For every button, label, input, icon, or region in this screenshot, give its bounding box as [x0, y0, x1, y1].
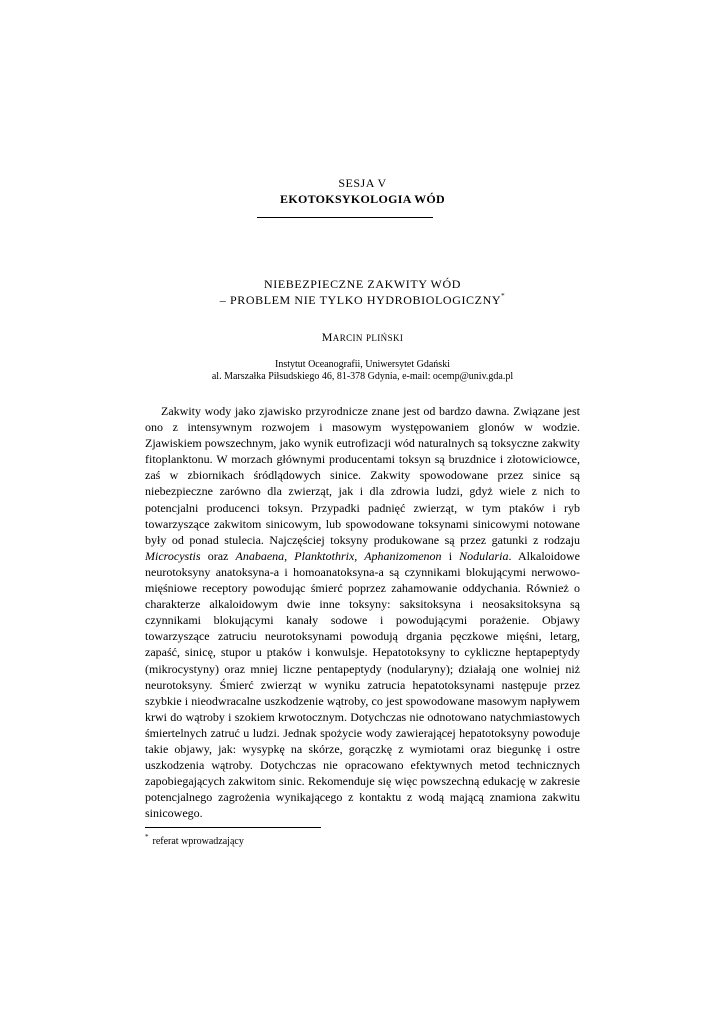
body-text-part-1: Zakwity wody jako zjawisko przyrodnicze znane jest od bardzo dawna. Związane jest ono z intensywnym rozwojem i masowym występowaniem glonów w wodzie. Zjawiskiem powszechnym, jako wynik eutrofizacji wód naturalnych są toksyczne zakwity fitoplanktonu. W morzach głównymi producentami toksyn są bruzdnice i złotowiciowce, zaś w zbiornikach śródlądowych sinice. Zakwity spowodowane przez sinice są niebezpieczne zarówno dla zwierząt, jak i dla zdrowia ludzi, gdyż wiele z nich to potencjalni producenci toksyn. Przypadki padnięć zwierząt, w tym ptaków i ryb towarzyszące zakwitom sinicowym, lub spowodowane toksynami sinicowymi notowane były od ponad stulecia. Najczęściej toksyny produkowane są przez gatunki z rodzaju — [145, 404, 580, 547]
genus-nodularia: Nodularia — [459, 548, 509, 563]
footnote-divider — [145, 827, 321, 828]
author-first-rest: ARCIN — [332, 333, 363, 343]
footnote-marker: * — [145, 833, 149, 841]
session-label: SESJA V — [338, 176, 387, 190]
paper-title-line-2 — [0, 292, 725, 308]
abstract-body — [145, 403, 580, 821]
session-divider — [257, 217, 433, 218]
paper-title-line-2-text: – PROBLEM NIE TYLKO HYDROBIOLOGICZNY — [219, 293, 502, 307]
genus-list: Anabaena, Planktothrix, Aphanizomenon — [235, 548, 442, 563]
session-title: EKOTOKSYKOLOGIA WÓD — [280, 192, 445, 206]
author-first-initial: M — [321, 330, 333, 344]
genus-microcystis: Microcystis — [145, 548, 201, 563]
body-conj-2: i — [441, 548, 460, 563]
author-last-rest: LIŃSKI — [371, 333, 404, 343]
footnote — [145, 833, 244, 847]
footnote-text: referat wprowadzający — [152, 836, 244, 847]
body-paragraph — [145, 403, 580, 821]
footnote-marker-title: * — [501, 292, 506, 300]
paper-title-line-1: NIEBEZPIECZNE ZAKWITY WÓD — [264, 277, 461, 291]
affiliation-line-1: Instytut Oceanografii, Uniwersytet Gdański — [275, 359, 450, 370]
author-name — [0, 330, 725, 345]
affiliation-line-2: al. Marszałka Piłsudskiego 46, 81-378 Gdynia, e-mail: ocemp@univ.gda.pl — [211, 371, 514, 382]
body-text-part-2: . Alkaloidowe neurotoksyny anatoksyna-a i homoanatoksyna-a są czynnikami blokującymi nerwowo-mięśniowe receptory powodując śmierć poprzez zahamowanie oddychania. Również o charakterze alkaloidowym dwie inne toksyny: saksitoksyna i neosaksitoksyna są czynnikami blokującymi kanały sodowe i powodującymi porażenie. Objawy towarzyszące zatruciu neurotoksynami powodują drgania pęczkowe mięśni, letarg, zapaść, sinicę, stupor u ptaków i konwulsje. Hepatotoksyny to cykliczne heptapeptydy (mikrocystyny) oraz mniej liczne pentapeptydy (nodularyny); działają one wolniej niż neurotoksyny. Śmierć zwierząt w wyniku zatrucia hepatotoksynami następuje przez szybkie i nieodwracalne uszkodzenie wątroby, co jest spowodowane masowym napływem krwi do wątroby i szokiem krwotocznym. Dotychczas nie odnotowano natychmiastowych śmiertelnych zatruć u ludzi. Jednak spożycie wody zawierającej hepatotoksyny powoduje takie objawy, jak: wysypkę na skórze, gorączkę z wymiotami oraz biegunkę i ostre uszkodzenia wątroby. Dotychczas nie opracowano efektywnych metod technicznych zapobiegających zakwitom sinic. Rekomenduje się więc powszechną edukację w zakresie potencjalnego zagrożenia wynikającego z kontaktu z wodą mającą znamiona zakwitu sinicowego. — [145, 548, 580, 821]
author-last-initial: P — [365, 333, 372, 343]
body-conj-1: oraz — [200, 548, 236, 563]
